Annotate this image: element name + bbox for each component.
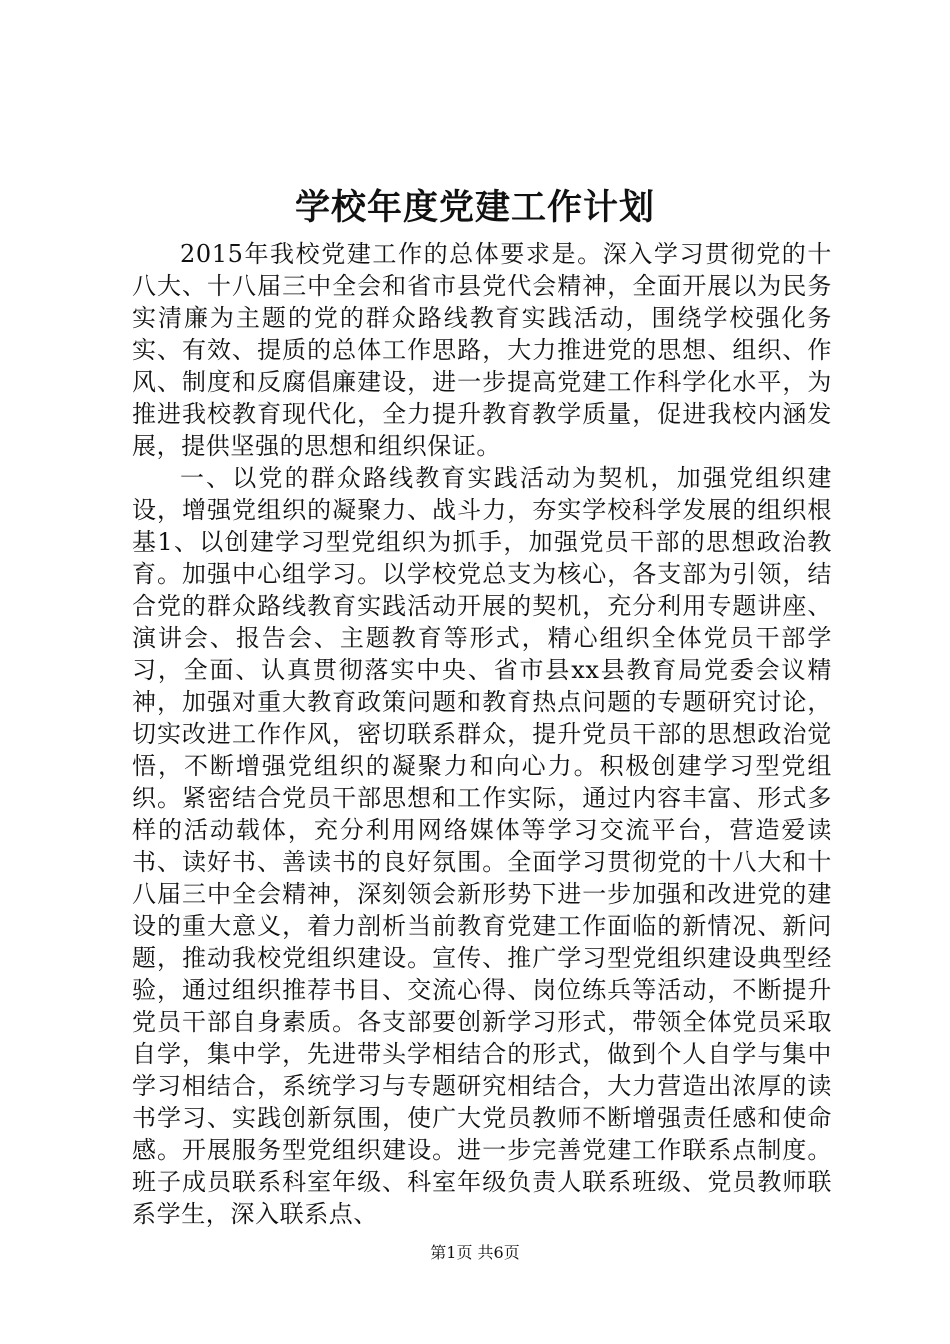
document-title: 学校年度党建工作计划 bbox=[294, 187, 655, 228]
paragraph-section-one: 一、以党的群众路线教育实践活动为契机，加强党组织建设，增强党组织的凝聚力、战斗力，夯实学校科学发展的组织根基1、以创建学习型党组织为抓手，加强党员干部的思想政治教育。加强中心组学习。以学校党总支为核心，各支部为引领，结合党的群众路线教育实践活动开展的契机，充分利用专题讲座、演讲会、报告会、主题教育等形式，精心组织全体党员干部学习，全面、认真贯彻落实中央、省市县xx县教育局党委会议精神，加强对重大教育政策问题和教育热点问题的专题研究讨论，切实改进工作作风，密切联系群众，提升党员干部的思想政治觉悟，不断增强党组织的凝聚力和向心力。积极创建学习型党组织。紧密结合党员干部思想和工作实际，通过内容丰富、形式多样的活动载体，充分利用网络媒体等学习交流平台，营造爱读书、读好书、善读书的良好氛围。全面学习贯彻党的十八大和十八届三中全会精神，深刻领会新形势下进一步加强和改进党的建设的重大意义，着力剖析当前教育党建工作面临的新情况、新问题，推动我校党组织建设。宣传、推广学习型党组织建设典型经验，通过组织推荐书目、交流心得、岗位练兵等活动，不断提升党员干部自身素质。各支部要创新学习形式，带领全体党员采取自学，集中学，先进带头学相结合的形式，做到个人自学与集中学习相结合，系统学习与专题研究相结合，大力营造出浓厚的读书学习、实践创新氛围，使广大党员教师不断增强责任感和使命感。开展服务型党组织建设。进一步完善党建工作联系点制度。班子成员联系科室年级、科室年级负责人联系班级、党员教师联系学生，深入联系点、 bbox=[132, 464, 832, 1228]
page-number-footer: 第1页 共6页 bbox=[430, 1243, 520, 1262]
document-body bbox=[132, 238, 832, 1230]
paragraph-overall-requirements: 2015年我校党建工作的总体要求是。深入学习贯彻党的十八大、十八届三中全会和省市县党代会精神，全面开展以为民务实清廉为主题的党的群众路线教育实践活动，围绕学校强化务实、有效、提质的总体工作思路，大力推进党的思想、组织、作风、制度和反腐倡廉建设，进一步提高党建工作科学化水平，为推进我校教育现代化，全力提升教育教学质量，促进我校内涵发展，提供坚强的思想和组织保证。 bbox=[132, 240, 832, 460]
